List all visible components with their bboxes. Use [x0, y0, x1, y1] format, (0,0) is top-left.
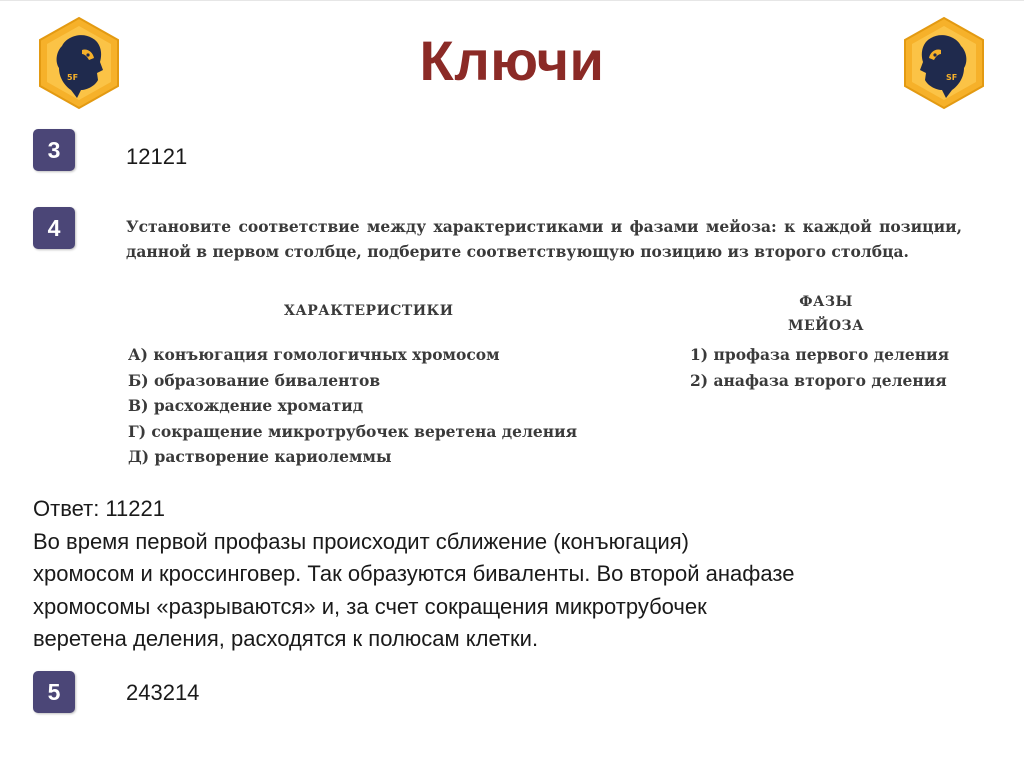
question-number-badge: 5 [33, 671, 75, 713]
answer-key-3: 12121 [126, 144, 188, 169]
list-item: А) конъюгация гомологичных хромосом [128, 345, 500, 364]
explanation-line: Во время первой профазы происходит сближение (конъюгация) [33, 528, 689, 554]
task-image-block [126, 214, 962, 466]
slide-title: Ключи [419, 29, 605, 92]
list-item: Б) образование бивалентов [128, 370, 381, 390]
task-instruction: Установите соответствие между характеристиками и фазами мейоза: к каждой позиции, данной в первом столбце, подберите соответствующую позицию из второго столбца. [126, 217, 962, 261]
answer-key-5: 243214 [126, 680, 200, 705]
list-item: Д) растворение кариолеммы [128, 447, 392, 466]
top-border [0, 0, 1024, 1]
column-header-phases-line2: МЕЙОЗА [787, 318, 865, 334]
question-number-badge: 3 [33, 129, 75, 171]
characteristics-list [128, 342, 577, 470]
column-header-characteristics: ХАРАКТЕРИСТИКИ [284, 303, 454, 319]
column-header-phases [756, 290, 896, 338]
phases-list [690, 342, 949, 393]
explanation-line: хромосом и кроссинговер. Так образуются биваленты. Во второй анафазе [33, 561, 795, 586]
list-item: Г) сокращение микротрубочек веретена деления [128, 421, 578, 441]
answer-explanation [33, 493, 973, 656]
logo-right-text: SF [946, 73, 958, 82]
answer-label: Ответ: 11221 [33, 496, 165, 521]
explanation-line: хромосомы «разрываются» и, за счет сокращения микротрубочек [33, 593, 707, 619]
logo-left-text: 5F [67, 73, 79, 82]
column-header-phases-line1: ФАЗЫ [799, 294, 853, 310]
question-number-badge: 4 [33, 207, 75, 249]
list-item: В) расхождение хроматид [128, 396, 364, 415]
list-item: 2) анафаза второго деления [690, 370, 947, 390]
list-item: 1) профаза первого деления [690, 345, 950, 364]
explanation-line: веретена деления, расходятся к полюсам клетки. [33, 626, 539, 651]
